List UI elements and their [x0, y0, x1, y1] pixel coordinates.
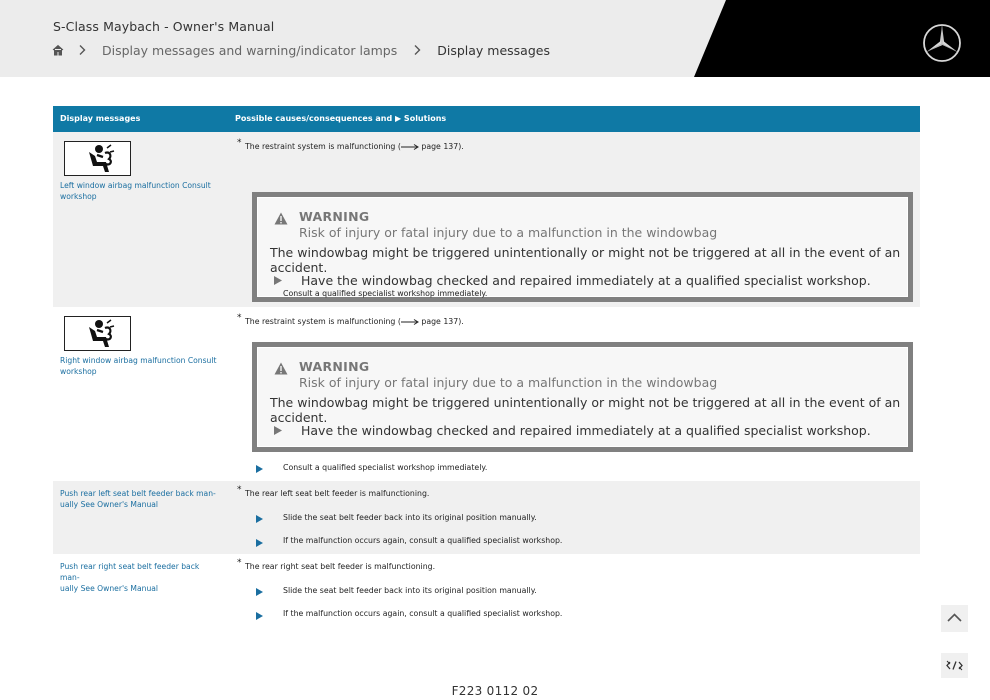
code-tool-button[interactable] [941, 653, 968, 678]
column-header-causes-solutions: Possible causes/consequences and ▶ Solutions [235, 114, 447, 123]
solution-text: If the malfunction occurs again, consult a qualified specialist workshop. [283, 609, 563, 618]
warning-action: Have the windowbag checked and repaired immediately at a qualified specialist workshop. [301, 423, 871, 438]
seat-occupant-airbag-icon [65, 142, 129, 174]
display-message-text[interactable]: Left window airbag malfunction Consult workshop [60, 181, 211, 201]
solution-text: Consult a qualified specialist workshop immediately. [283, 289, 488, 298]
bullet-star: * [237, 558, 242, 568]
warning-box [252, 342, 913, 452]
bullet-star: * [237, 313, 242, 323]
chevron-right-icon [78, 44, 86, 56]
scroll-to-top-button[interactable] [941, 605, 968, 632]
app-title: S-Class Maybach - Owner's Manual [53, 19, 275, 34]
table-row [53, 554, 920, 628]
triangle-right-icon [256, 588, 263, 596]
cause-text: * The restraint system is malfunctioning ( page 137). [237, 313, 464, 326]
solution-text: Consult a qualified specialist workshop immediately. [283, 463, 488, 472]
cause-text: * The rear left seat belt feeder is malfunctioning. [237, 485, 430, 498]
warning-title: WARNING [299, 209, 370, 224]
page-header [0, 0, 990, 77]
bullet-star: * [237, 138, 242, 148]
three-pointed-star-logo[interactable] [922, 23, 962, 63]
home-icon[interactable] [52, 44, 64, 56]
cause-text: * The rear right seat belt feeder is malfunctioning. [237, 558, 436, 571]
warning-triangle-icon [274, 212, 288, 225]
warning-triangle-icon [274, 362, 288, 375]
warning-action: Have the windowbag checked and repaired immediately at a qualified specialist workshop. [301, 273, 871, 288]
airbag-message-icon [64, 316, 131, 351]
code-icon [941, 653, 968, 678]
long-arrow-right-icon [401, 319, 419, 325]
warning-title: WARNING [299, 359, 370, 374]
warning-box [252, 192, 913, 302]
column-header-display-messages: Display messages [60, 114, 141, 123]
image-code: F223 0112 02 [451, 684, 539, 698]
triangle-right-icon [274, 276, 282, 285]
table-row [53, 307, 920, 481]
table-header [53, 106, 920, 132]
triangle-right-icon [256, 465, 263, 473]
breadcrumb-item-display-messages[interactable]: Display messages [437, 42, 550, 58]
cause-text: * The restraint system is malfunctioning ( page 137). [237, 138, 464, 151]
warning-body: The windowbag might be triggered unintentionally or might not be triggered at all in the event of an accident. [270, 245, 901, 275]
solution-text: Slide the seat belt feeder back into its original position manually. [283, 513, 537, 522]
solution-text: If the malfunction occurs again, consult a qualified specialist workshop. [283, 536, 563, 545]
triangle-right-icon [256, 539, 263, 547]
long-arrow-right-icon [401, 144, 419, 150]
airbag-message-icon [64, 141, 131, 176]
warning-risk: Risk of injury or fatal injury due to a malfunction in the windowbag [299, 225, 718, 240]
display-messages-table [53, 106, 920, 628]
chevron-right-icon [413, 44, 421, 56]
warning-body: The windowbag might be triggered unintentionally or might not be triggered at all in the event of an accident. [270, 395, 901, 425]
solution-text: Slide the seat belt feeder back into its original position manually. [283, 586, 537, 595]
breadcrumb [52, 41, 550, 59]
chevron-up-icon [941, 605, 968, 632]
display-message-text[interactable]: Push rear left seat belt feeder back man- ually See Owner's Manual [60, 489, 216, 509]
display-message-text[interactable]: Push rear right seat belt feeder back man- ually See Owner's Manual [60, 562, 200, 593]
triangle-right-icon [256, 612, 263, 620]
table-row [53, 132, 920, 307]
bullet-star: * [237, 485, 242, 495]
breadcrumb-item-display-messages-and-lamps[interactable]: Display messages and warning/indicator lamps [102, 42, 398, 58]
warning-risk: Risk of injury or fatal injury due to a malfunction in the windowbag [299, 375, 718, 390]
table-row [53, 481, 920, 554]
triangle-right-icon [274, 426, 282, 435]
seat-occupant-airbag-icon [65, 317, 129, 349]
display-message-text[interactable]: Right window airbag malfunction Consult workshop [60, 356, 217, 376]
triangle-right-icon [256, 515, 263, 523]
